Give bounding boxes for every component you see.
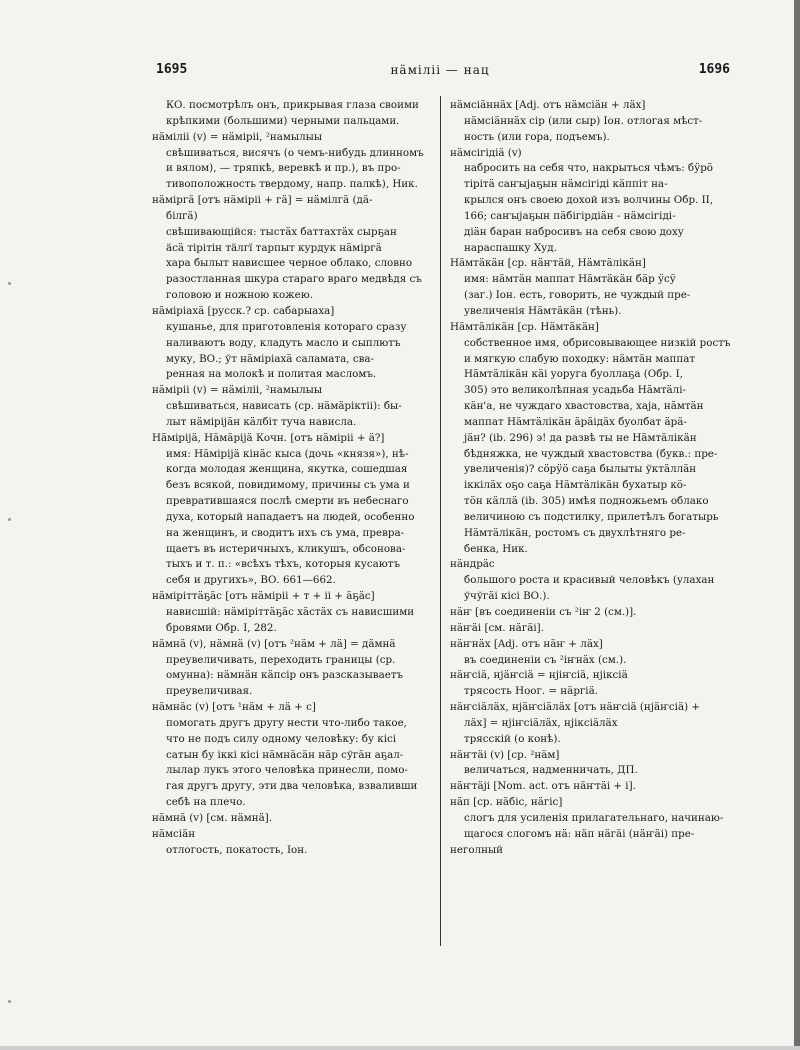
text-line: свѣшиваться, нависать (ср. нӓмӓрiктii): бы- bbox=[166, 400, 402, 413]
text-line: и мягкую слабую походку: нӓмтӓн маппат bbox=[464, 352, 696, 365]
scan-edge bbox=[0, 1046, 800, 1050]
text-line: јӓн? (ib. 296) э! да развѣ ты не Нӓмтӓлiкӓн bbox=[464, 431, 697, 444]
text-line: преувеличивая. bbox=[166, 685, 253, 698]
text-line: нӓп [ср. нӓбiс, нӓгiс] bbox=[450, 796, 563, 809]
text-line: кушанье, для приготовленiя котораго сразу bbox=[166, 320, 407, 333]
text-line: крылся онъ своею дохой изъ волчины Обр. II, bbox=[464, 194, 713, 207]
text-line: нӓндрӓс bbox=[450, 558, 495, 571]
text-line: отлогость, покатость, Іон. bbox=[166, 843, 308, 856]
text-line: кӓн'а, не чуждаго хвастовства, хаја, нӓмтӓн bbox=[464, 400, 704, 413]
text-line: нӓмiрiттӓҕӓс [отъ нӓмiрii + т + ii + ӓҕӓс] bbox=[152, 590, 375, 603]
text-line: большого роста и красивый человѣкъ (улахан bbox=[464, 574, 715, 587]
text-line: нӓҥ [въ соединенiи съ ²iҥ 2 (см.)]. bbox=[450, 606, 637, 618]
text-line: превратившаяся послѣ смерти въ небеснаго bbox=[166, 495, 409, 508]
text-line: нӓмнӓ (v), нӓмнӓ (v) [отъ ²нӓм + лӓ] = дӓмнӓ bbox=[152, 637, 396, 650]
text-line: лыт нӓмiрiјӓн кӓлбiт туча нависла. bbox=[166, 415, 357, 428]
text-line: увеличенiя Нӓмтӓкӓн (тѣнь). bbox=[464, 304, 622, 317]
text-line: помогать другъ другу нести что-либо такое, bbox=[166, 716, 407, 729]
text-line: слогъ для усиленiя прилагательнаго, начинаю- bbox=[464, 811, 724, 824]
text-line: бѣдняжка, не чуждый хвастовства (букв.: пре- bbox=[464, 447, 718, 460]
text-line: бенка, Ник. bbox=[464, 542, 528, 555]
text-line: нӓмнӓс (v) [отъ ¹нӓм + лӓ + с] bbox=[152, 701, 316, 714]
page-header bbox=[150, 62, 730, 82]
text-line: щагося слогомъ нӓ: нӓп нӓгӓi (нӓҥӓi) пре- bbox=[464, 827, 695, 840]
text-line: себѣ на плечо. bbox=[166, 796, 246, 809]
text-line: (заг.) Іон. есть, говорить, не чуждый пре- bbox=[464, 289, 691, 302]
text-line: разостланная шкура стараго враго медвѣдя съ bbox=[166, 273, 422, 286]
text-line: величаться, надменничать, ДП. bbox=[464, 764, 638, 777]
text-line: КО. посмотрѣлъ онъ, прикрывая глаза своими bbox=[166, 99, 419, 111]
text-line: лылар лукъ этого человѣка принесли, помо- bbox=[166, 764, 408, 777]
text-line: собственное имя, обрисовывающее низкiй ростъ bbox=[464, 336, 731, 349]
text-line: духа, который нападаетъ на людей, особенно bbox=[166, 510, 415, 523]
text-line: Нӓмтӓлiкӓн, ростомъ съ двухлѣтняго ре- bbox=[464, 526, 686, 539]
text-line: когда молодая женщина, якутка, сошедшая bbox=[166, 463, 408, 476]
text-line: безъ всякой, повидимому, причины съ ума и bbox=[166, 479, 410, 492]
text-line: iккiлӓх оҕо саҕа Нӓмтӓлiкӓн бухатыр кӧ- bbox=[464, 479, 687, 492]
text-line: дiӓн баран набросивъ на себя свою доху bbox=[464, 225, 684, 238]
text-line: набросить на себя что, накрыться чѣмъ: бӱрӧ bbox=[464, 162, 713, 175]
scan-mark bbox=[8, 1000, 11, 1003]
right-column bbox=[450, 98, 750, 859]
text-line: нӓҥӓi [см. нӓгӓi]. bbox=[450, 621, 544, 634]
text-line: Нӓмтӓлiкӓн кӓi уоруга буоллаҕа (Обр. I, bbox=[464, 368, 683, 381]
text-line: лӓх] = нјiҥсiӓлӓх, нјiксiӓлӓх bbox=[464, 716, 618, 729]
text-line: гая другъ другу, эти два человѣка, взваливши bbox=[166, 780, 418, 793]
text-line: тивоположность твердому, напр. палкѣ), Ник. bbox=[166, 178, 418, 191]
text-line: нӓҥнӓх [Adj. отъ нӓҥ + лӓх] bbox=[450, 637, 603, 650]
text-line: бiлгӓ) bbox=[166, 209, 198, 222]
left-column bbox=[152, 98, 438, 859]
text-line: муку, ВО.; ўт нӓмiрiахӓ саламата, сва- bbox=[166, 352, 375, 365]
text-line: Нӓмтӓлiкӓн [ср. Нӓмтӓкӓн] bbox=[450, 320, 599, 333]
text-line: тӧн кӓллӓ (ib. 305) имѣя подножьемъ облако bbox=[464, 495, 709, 508]
text-line: ность (или гора, подъемъ). bbox=[464, 130, 610, 143]
text-line: величиною съ подстилку, прилетѣлъ богатырь bbox=[464, 510, 719, 523]
text-line: 166; саҥыјаҕын пӓбiгiрдiӓн - нӓмсiгiдi- bbox=[464, 209, 676, 222]
text-line: головою и ножною кожею. bbox=[166, 289, 313, 302]
text-line: нӓмiлii (v) = нӓмiрii, ²намылыы bbox=[152, 130, 323, 143]
text-line: крѣпкими (большими) черными пальцами. bbox=[166, 114, 400, 127]
text-line: на женщинъ, и сводитъ ихъ съ ума, превра- bbox=[166, 526, 405, 539]
text-line: преувеличивать, переходить границы (ср. bbox=[166, 653, 396, 666]
running-title: нӓмiлii — нац bbox=[390, 63, 490, 77]
scan-edge bbox=[794, 0, 800, 1050]
text-line: Нӓмтӓкӓн [ср. нӓҥтӓй, Нӓмтӓлiкӓн] bbox=[450, 257, 646, 270]
text-line: хара былыт нависшее черное облако, словно bbox=[166, 257, 413, 270]
text-line: 305) это великолѣпная усадьба Нӓмтӓлi- bbox=[464, 384, 686, 397]
text-line: имя: Нӓмiрiјӓ кiнӓс кыса (дочь «князя»), нѣ- bbox=[166, 447, 409, 460]
text-line: ренная на молокѣ и политая масломъ. bbox=[166, 368, 377, 381]
text-line: нӓмсiгiдiӓ (v) bbox=[450, 146, 522, 159]
scan-mark bbox=[8, 518, 11, 521]
text-line: щаетъ въ истеричныхъ, кликушъ, обсонова- bbox=[166, 542, 406, 555]
text-line: Нӓмiрiјӓ, Нӓмӓрiјӓ Кочн. [отъ нӓмiрii + ӓ?] bbox=[152, 431, 385, 444]
text-line: тiрiтӓ саҥыјаҕын нӓмсiгiдi кӓппiт на- bbox=[464, 178, 668, 191]
text-line: нӓмсiӓннӓх сiр (или сыр) Іон. отлогая мѣст- bbox=[464, 114, 703, 127]
text-line: трясость Ноог. = нӓргiӓ. bbox=[464, 685, 599, 698]
text-line: тыхъ и т. п.: «всѣхъ тѣхъ, которыя кусаютъ bbox=[166, 558, 400, 571]
text-line: трясскiй (о конѣ). bbox=[464, 732, 561, 745]
text-line: нӓҥтӓјi [Nom. act. отъ нӓҥтӓi + i]. bbox=[450, 780, 636, 793]
text-line: маппат Нӓмтӓлiкӓн ӓрӓiдӓх буолбат ӓрӓ- bbox=[464, 415, 687, 428]
text-line: свѣшиваться, висячъ (о чемъ-нибудь длинномъ bbox=[166, 146, 424, 159]
text-line: имя: нӓмтӓн маппат Нӓмтӓкӓн бӓр ӱсӱ bbox=[464, 273, 676, 286]
text-line: нависшiй: нӓмiрiттӓҕӓс хӓстӓх съ нависшими bbox=[166, 606, 415, 618]
text-line: омунна): нӓмнӓн кӓпсiр онъ разсказываетъ bbox=[166, 669, 404, 682]
text-line: нараспашку Худ. bbox=[464, 241, 557, 254]
text-line: бровями Обр. I, 282. bbox=[166, 621, 277, 634]
text-line: себя и другихъ», ВО. 661—662. bbox=[166, 574, 336, 587]
text-line: нӓмiрiахӓ [русск.? ср. сабарыаха] bbox=[152, 304, 335, 317]
text-line: нӓмiргӓ [отъ нӓмiрii + гӓ] = нӓмiлгӓ (дӓ- bbox=[152, 194, 373, 207]
text-line: нӓмсiӓннӓх [Adj. отъ нӓмсiӓн + лӓх] bbox=[450, 99, 646, 111]
text-line: сатын бу iккi кiсi нӓмнӓсӓн нӓр сўгӓн аҕал- bbox=[166, 748, 404, 761]
text-line: свѣшивающiйся: тыстӓх баттахтӓх сырҕан bbox=[166, 225, 397, 238]
text-line: нӓҥсiӓлӓх, нјӓҥсiӓлӓх [отъ нӓҥсiӓ (нјӓҥсiӓ) + bbox=[450, 701, 701, 714]
text-line: нӓҥсiӓ, нјӓҥсiӓ = нјiҥсiӓ, нјiксiӓ bbox=[450, 669, 628, 682]
text-line: нӓмiрii (v) = нӓмiлii, ²намылыы bbox=[152, 384, 323, 397]
text-line: äсӓ тiрiтiн тäлгï тарпыт курдук нӓмiргӓ bbox=[166, 241, 382, 254]
right-page-number: 1696 bbox=[698, 62, 730, 77]
text-line: увеличенiя)? сӧрӱӧ саҕа былыты ўктӓллӓн bbox=[464, 463, 697, 476]
left-page-number: 1695 bbox=[156, 62, 188, 77]
text-line: и вялом), — тряпкѣ, веревкѣ и пр.), въ про- bbox=[166, 162, 401, 175]
text-line: наливаютъ воду, кладуть масло и сыплютъ bbox=[166, 336, 401, 349]
text-line: въ соединенiи съ ²iҥнӓх (см.). bbox=[464, 653, 627, 666]
column-divider bbox=[440, 96, 441, 946]
text-line: нӓмнӓ (v) [см. нӓмнӓ]. bbox=[152, 811, 273, 824]
text-line: что не подъ силу одному человѣку: бу кiсi bbox=[166, 732, 397, 745]
text-line: нӓмсiӓн bbox=[152, 827, 196, 840]
text-line: нӓҥтӓi (v) [ср. ²нӓм] bbox=[450, 748, 560, 761]
text-line: неголный bbox=[450, 843, 504, 856]
scan-mark bbox=[8, 282, 11, 285]
text-line: ўчўгӓi кiсi ВО.). bbox=[464, 590, 550, 603]
